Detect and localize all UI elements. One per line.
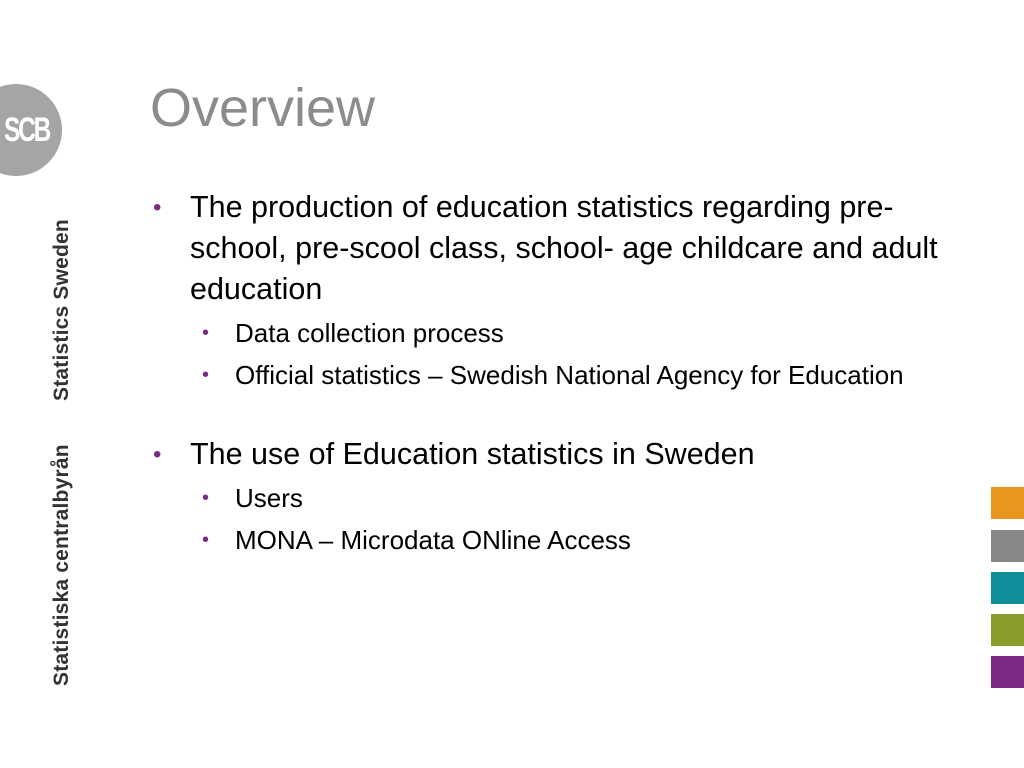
- scb-logo-text: SCB: [4, 111, 50, 149]
- sub-bullet-dot-icon: •: [202, 364, 210, 386]
- sub-bullet-list: [190, 315, 970, 394]
- bullet-dot-icon: •: [153, 194, 162, 221]
- scb-logo: [0, 84, 62, 176]
- sub-bullet-text: Users: [235, 483, 303, 513]
- sub-bullet-text: MONA – Microdata ONline Access: [235, 525, 631, 555]
- bullet-text: The production of education statistics regarding pre-school, pre-scool class, school- age childcare and adult education: [190, 190, 938, 306]
- sub-bullet-item: [190, 480, 970, 517]
- sidebar-swedish-name: Statistiska centralbyrån: [50, 444, 73, 686]
- color-swatch-teal: [991, 572, 1024, 604]
- bullet-dot-icon: •: [153, 441, 162, 468]
- sidebar-english-name: Statistics Sweden: [50, 219, 73, 401]
- sub-bullet-item: [190, 315, 970, 352]
- bullet-item-production: [150, 187, 970, 394]
- sub-bullet-text: Official statistics – Swedish National Agency for Education: [235, 360, 904, 390]
- color-swatch-gray: [991, 530, 1024, 562]
- color-swatch-green: [991, 614, 1024, 646]
- slide-content: [150, 187, 970, 559]
- color-swatch-purple: [991, 656, 1024, 688]
- sub-bullet-dot-icon: •: [202, 487, 210, 509]
- sub-bullet-item: [190, 357, 970, 394]
- sub-bullet-dot-icon: •: [202, 322, 210, 344]
- bullet-text: The use of Education statistics in Sweden: [190, 437, 755, 471]
- sub-bullet-list: [190, 480, 970, 559]
- slide-title: Overview: [150, 78, 376, 138]
- sub-bullet-item: [190, 522, 970, 559]
- color-swatch-orange: [991, 487, 1024, 519]
- bullet-item-use: [150, 434, 970, 559]
- sub-bullet-dot-icon: •: [202, 529, 210, 551]
- bullet-list: [150, 187, 970, 559]
- sub-bullet-text: Data collection process: [235, 318, 504, 348]
